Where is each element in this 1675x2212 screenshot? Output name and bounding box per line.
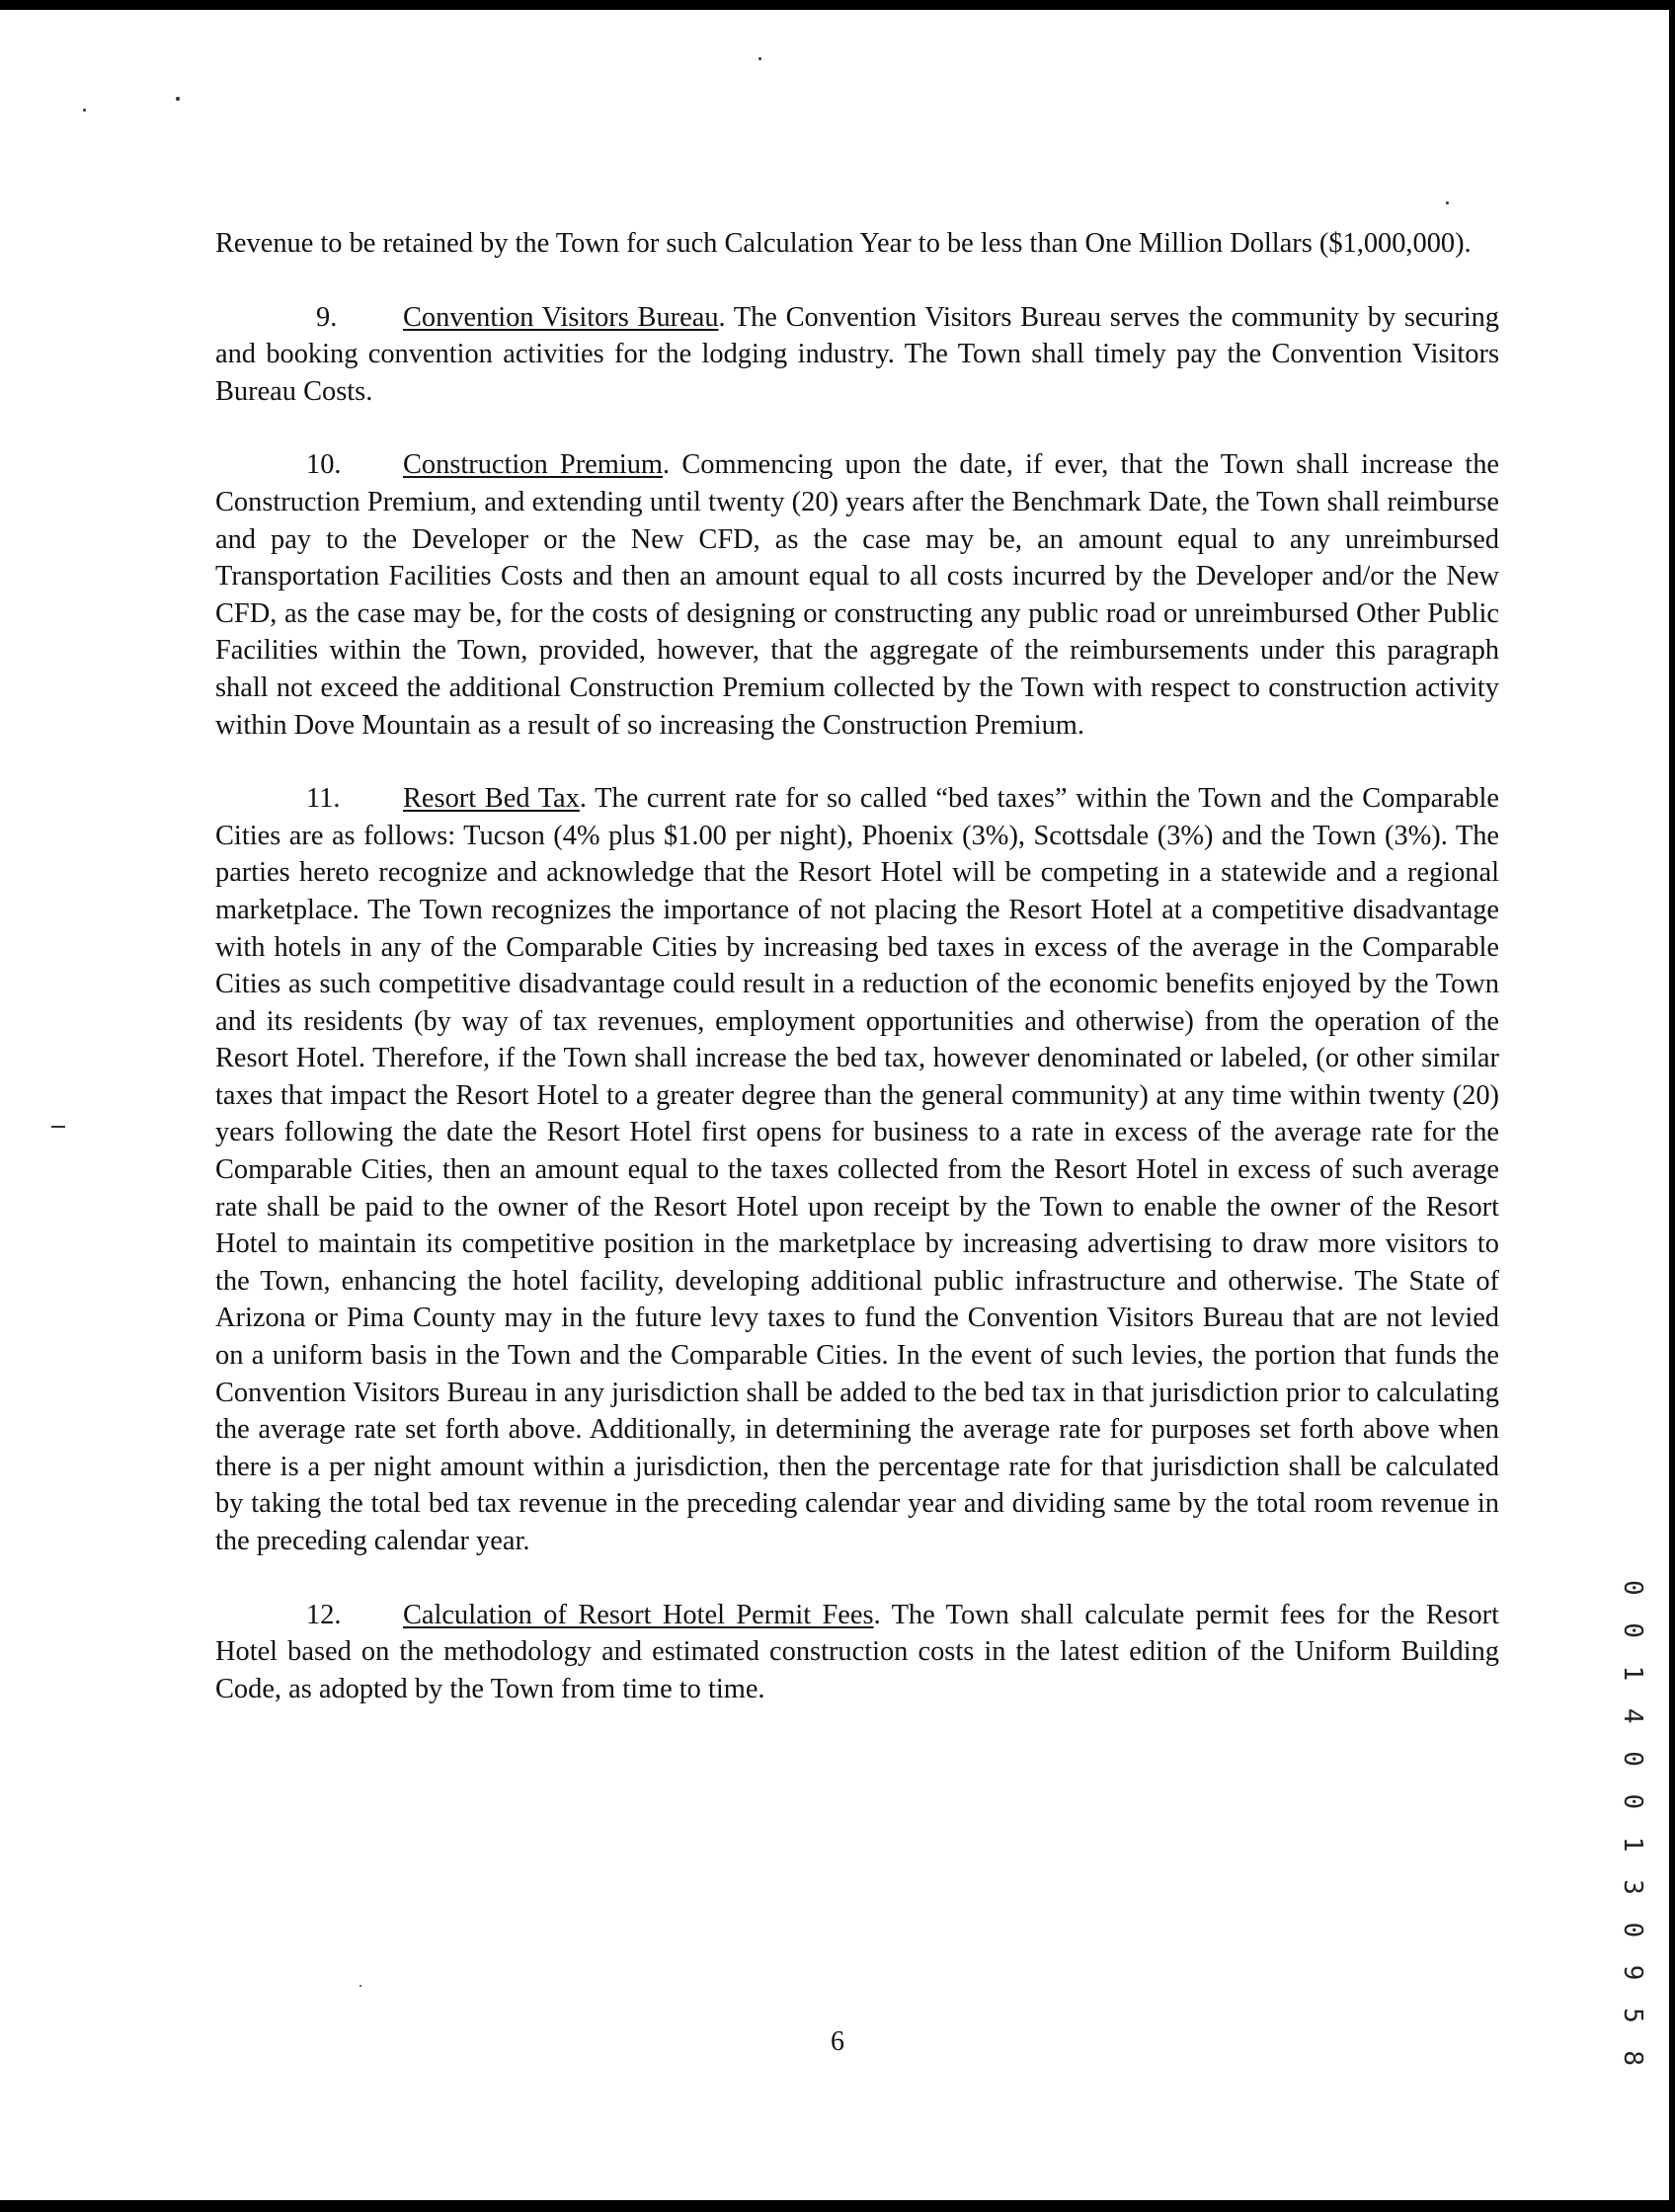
bates-stamp-text: 0 0 1 4 0 0 1 3 0 9 5 8 xyxy=(1618,1580,1647,2073)
scan-border-right xyxy=(1669,0,1675,2212)
scan-speck xyxy=(83,109,86,112)
section-body: . The current rate for so called “bed taxes” within the Town and the Comparable Cities are as follows: Tucson (4% plus $1.00 per night), Phoenix (3%), Scottsdale (3%) and the Town (3%). The parties hereto recognize and acknowledge that the Resort Hotel will be competing in a statewide and a regional marketplace. The Town recognizes the importance of not placing the Resort Hotel at a competitive disadvantage with hotels in any of the Comparable Cities by increasing bed taxes in excess of the average in the Comparable Cities as such competitive disadvantage could result in a reduction of the economic benefits enjoyed by the Town and its residents (by way of tax revenues, employment opportunities and otherwise) from the operation of the Resort Hotel. Therefore, if the Town shall increase the bed tax, however denominated or labeled, (or other similar taxes that impact the Resort Hotel to a greater degree than the general community) at any time within twenty (20) years following the date the Resort Hotel first opens for business to a rate in excess of the average rate for the Comparable Cities, then an amount equal to the taxes collected from the Resort Hotel in excess of such average rate shall be paid to the owner of the Resort Hotel upon receipt by the Town to enable the owner of the Resort Hotel to maintain its competitive position in the marketplace by increasing advertising to draw more visitors to the Town, enhancing the hotel facility, developing additional public infrastructure and otherwise. The State of Arizona or Pima County may in the future levy taxes to fund the Convention Visitors Bureau that are not levied on a uniform basis in the Town and the Comparable Cities. In the event of such levies, the portion that funds the Convention Visitors Bureau in any jurisdiction shall be added to the bed tax in that jurisdiction prior to calculating the average rate set forth above. Additionally, in determining the average rate for purposes set forth above when there is a per night amount within a jurisdiction, then the percentage rate for that jurisdiction shall be calculated by taking the total bed tax revenue in the preceding calendar year and dividing same by the total room revenue in the preceding calendar year. xyxy=(215,783,1499,1556)
scan-border-bottom xyxy=(0,2200,1675,2212)
section-heading: Construction Premium xyxy=(403,449,663,481)
scan-speck xyxy=(176,97,180,101)
section-body: . The Convention Visitors Bureau serves the community by securing and booking convention activities for the lodging industry. The Town shall timely pay the Convention Visitors Bureau Costs. xyxy=(215,301,1499,407)
section-number: 10. xyxy=(306,449,342,481)
section-9-paragraph xyxy=(215,299,1499,411)
section-number: 11. xyxy=(306,783,341,815)
section-heading: Resort Bed Tax xyxy=(403,783,580,815)
section-heading: Convention Visitors Bureau xyxy=(403,301,719,333)
section-11-paragraph xyxy=(215,780,1499,1559)
section-body: . Commencing upon the date, if ever, that the Town shall increase the Construction Premium, and extending until twenty (20) years after the Benchmark Date, the Town shall reimburse and pay to the Developer or the New CFD, as the case may be, an amount equal to any unreimbursed Transportation Facilities Costs and then an amount equal to all costs incurred by the Developer and/or the New CFD, as the case may be, for the costs of designing or constructing any public road or unreimbursed Other Public Facilities within the Town, provided, however, that the aggregate of the reimbursements under this paragraph shall not exceed the additional Construction Premium collected by the Town with respect to construction activity within Dove Mountain as a result of so increasing the Construction Premium. xyxy=(215,449,1499,741)
scan-border-top xyxy=(0,0,1675,10)
section-number: 12. xyxy=(306,1599,342,1630)
section-body: . The Town shall calculate permit fees for the Resort Hotel based on the methodology and estimated construction costs in the latest edition of the Uniform Building Code, as adopted by the Town from time to time. xyxy=(215,1599,1499,1704)
scan-speck xyxy=(1446,201,1449,204)
bates-stamp xyxy=(1618,1580,1655,2073)
section-heading: Calculation of Resort Hotel Permit Fees xyxy=(403,1599,874,1630)
page-number: 6 xyxy=(831,2026,844,2057)
section-10-paragraph xyxy=(215,446,1499,744)
section-number: 9. xyxy=(316,301,338,333)
scan-speck xyxy=(51,1126,65,1128)
scan-speck xyxy=(359,1985,361,1987)
scan-speck xyxy=(758,57,761,60)
section-12-paragraph xyxy=(215,1597,1499,1708)
opening-paragraph: Revenue to be retained by the Town for such Calculation Year to be less than One Million Dollars ($1,000,000). xyxy=(215,228,1472,259)
document-body xyxy=(215,225,1499,1707)
